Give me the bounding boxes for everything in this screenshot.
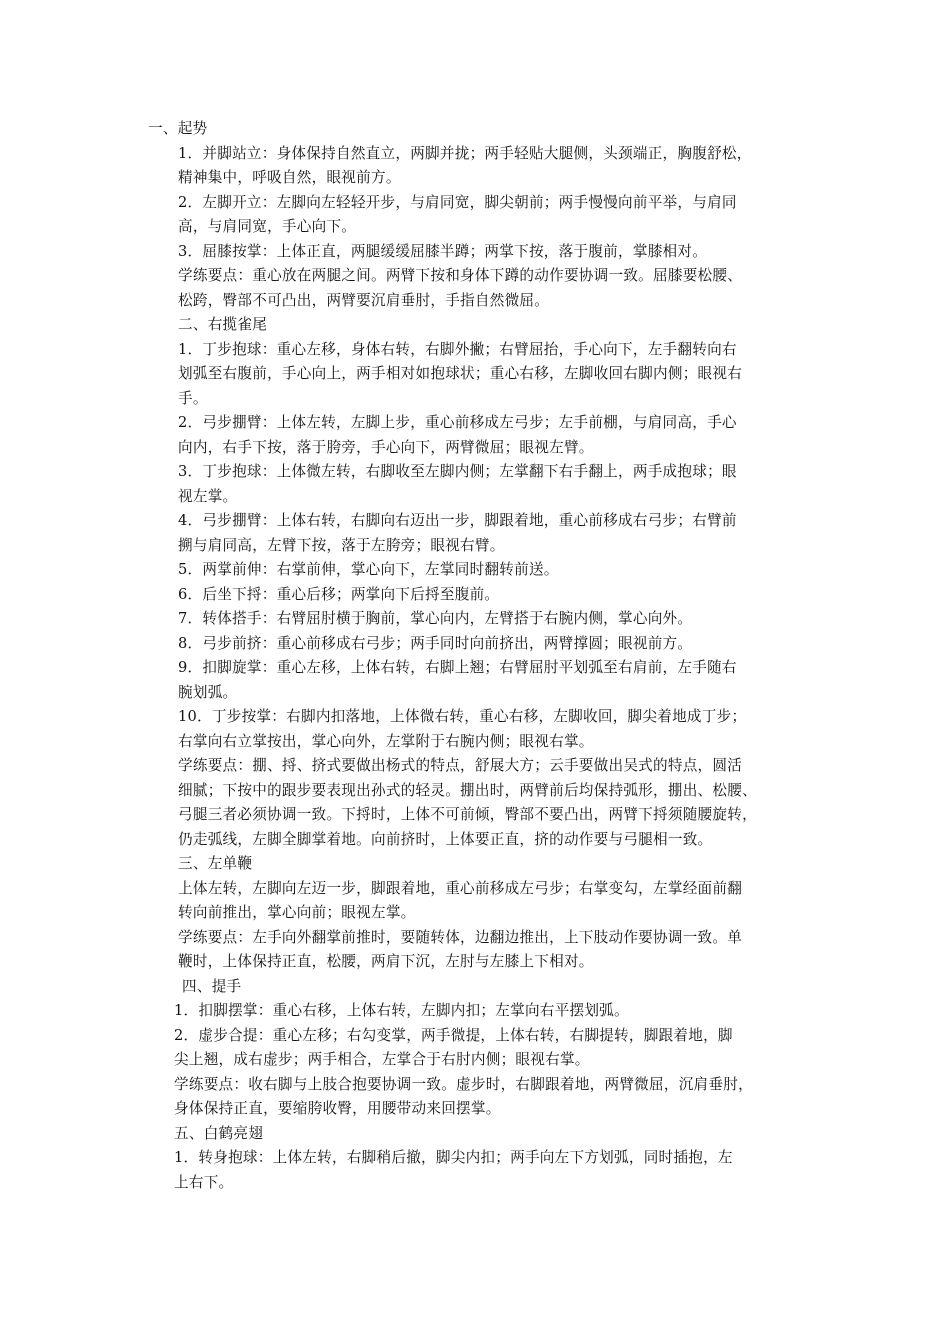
text-line: 2．虚步合提：重心左移；右勾变掌，两手微提，上体右转，右脚提转，脚跟着地，脚: [174, 1026, 733, 1044]
text-line: 划弧至右腹前，手心向上，两手相对如抱球状；重心右移，左脚收回右脚内侧；眼视右: [178, 365, 743, 382]
text-line: 3．丁步抱球：上体微左转，右脚收至左脚内侧；左掌翻下右手翻上，两手成抱球；眼: [178, 463, 737, 480]
section-heading-tishou: 四、提手: [182, 977, 242, 995]
text-line: 8．弓步前挤：重心前移成右弓步；两手同时向前挤出，两臂撑圆；眼视前方。: [178, 634, 693, 652]
text-line: 仍走弧线，左脚全脚掌着地。向前挤时，上体要正直，挤的动作要与弓腿相一致。: [178, 830, 713, 848]
text-line: 7．转体搭手：右臂屈肘横于胸前，掌心向内，左臂搭于右腕内侧，掌心向外。: [178, 610, 693, 627]
text-line: 腕划弧。: [178, 683, 238, 701]
text-line: 学练要点：掤、捋、挤式要做出杨式的特点，舒展大方；云手要做出吴式的特点，圆活: [178, 757, 743, 774]
text-line: 3．屈膝按掌：上体正直，两腿缓缓屈膝半蹲；两掌下按，落于腹前，掌膝相对。: [178, 242, 708, 260]
text-line: 弓腿三者必须协调一致。下捋时，上体不可前倾，臀部不要凸出，两臂下捋须随腰旋转，: [178, 806, 757, 823]
text-line: 搠与肩同高，左臂下按，落于左胯旁；眼视右臂。: [178, 536, 505, 554]
text-line: 鞭时，上体保持正直，松腰，两肩下沉，左肘与左膝上下相对。: [178, 953, 594, 970]
section-heading-qishi: 一、起势: [148, 120, 208, 137]
text-line: 1．丁步抱球：重心左移，身体右转，右脚外撇；右臂屈抬，手心向下，左手翻转向右: [178, 340, 737, 358]
text-line: 1．并脚站立：身体保持自然直立，两脚并拢；两手轻贴大腿侧，头颈端正，胸腹舒松，: [178, 144, 752, 162]
document-body: [0, 117, 950, 1195]
text-line: 5．两掌前伸：右掌前伸，掌心向下，左掌同时翻转前送。: [178, 561, 559, 578]
text-line: 9．扣脚旋掌：重心左移，上体右转，右脚上翘；右臂屈肘平划弧至右肩前，左手随右: [178, 659, 737, 676]
section-heading-baihe: 五、白鹤亮翅: [174, 1124, 264, 1142]
text-line: 2．弓步掤臂：上体左转，左脚上步，重心前移成左弓步；左手前棚，与肩同高，手心: [178, 414, 737, 431]
text-line: 学练要点：收右脚与上肢合抱要协调一致。虚步时，右脚跟着地，两臂微屈，沉肩垂肘，: [174, 1075, 753, 1093]
section-heading-youlanquewei: 二、右揽雀尾: [178, 316, 268, 333]
text-line: 右掌向右立掌按出，掌心向外，左掌附于右腕内侧；眼视右掌。: [178, 732, 594, 750]
text-line: 高，与肩同宽，手心向下。: [178, 218, 357, 235]
text-line: 上右下。: [174, 1173, 234, 1191]
text-line: 6．后坐下捋：重心后移；两掌向下后捋至腹前。: [178, 585, 500, 603]
text-line: 2．左脚开立：左脚向左轻轻开步，与肩同宽，脚尖朝前；两手慢慢向前平举，与肩同: [178, 193, 737, 211]
text-line: 转向前推出，掌心向前；眼视左掌。: [178, 904, 416, 921]
text-line: 1．扣脚摆掌：重心右移，上体右转，左脚内扣；左掌向右平摆划弧。: [174, 1002, 629, 1019]
text-line: 1．转身抱球：上体左转，右脚稍后撤，脚尖内扣；两手向左下方划弧，同时插抱，左: [174, 1149, 733, 1166]
text-line: 4．弓步掤臂：上体右转，右脚向右迈出一步，脚跟着地，重心前移成右弓步；右臂前: [178, 512, 737, 529]
text-line: 视左掌。: [178, 487, 238, 505]
text-line: 精神集中，呼吸自然，眼视前方。: [178, 169, 401, 186]
text-line: 身体保持正直，要缩胯收臀，用腰带动来回摆掌。: [174, 1100, 501, 1117]
text-line: 学练要点：重心放在两腿之间。两臂下按和身体下蹲的动作要协调一致。屈膝要松腰、: [178, 267, 743, 284]
text-line: 学练要点：左手向外翻掌前推时，要随转体，边翻边推出，上下肢动作要协调一致。单: [178, 928, 743, 946]
text-line: 松跨，臀部不可凸出，两臂要沉肩垂肘，手指自然微屈。: [178, 291, 550, 309]
text-line: 上体左转，左脚向左迈一步，脚跟着地，重心前移成左弓步；右掌变勾，左掌经面前翻: [178, 879, 743, 897]
text-line: 细腻；下按中的跟步要表现出孙式的轻灵。掤出时，两臂前后均保持弧形，掤出、松腰、: [178, 781, 757, 799]
text-line: 尖上翘，成右虚步；两手相合，左掌合于右肘内侧；眼视右掌。: [174, 1051, 590, 1068]
text-line: 向内，右手下按，落于胯旁，手心向下，两臂微屈；眼视左臂。: [178, 438, 594, 456]
section-heading-zuodanbian: 三、左单鞭: [178, 855, 253, 872]
text-line: 手。: [178, 389, 208, 407]
text-line: 10．丁步按掌：右脚内扣落地，上体微右转，重心右移，左脚收回，脚尖着地成丁步；: [178, 708, 747, 725]
